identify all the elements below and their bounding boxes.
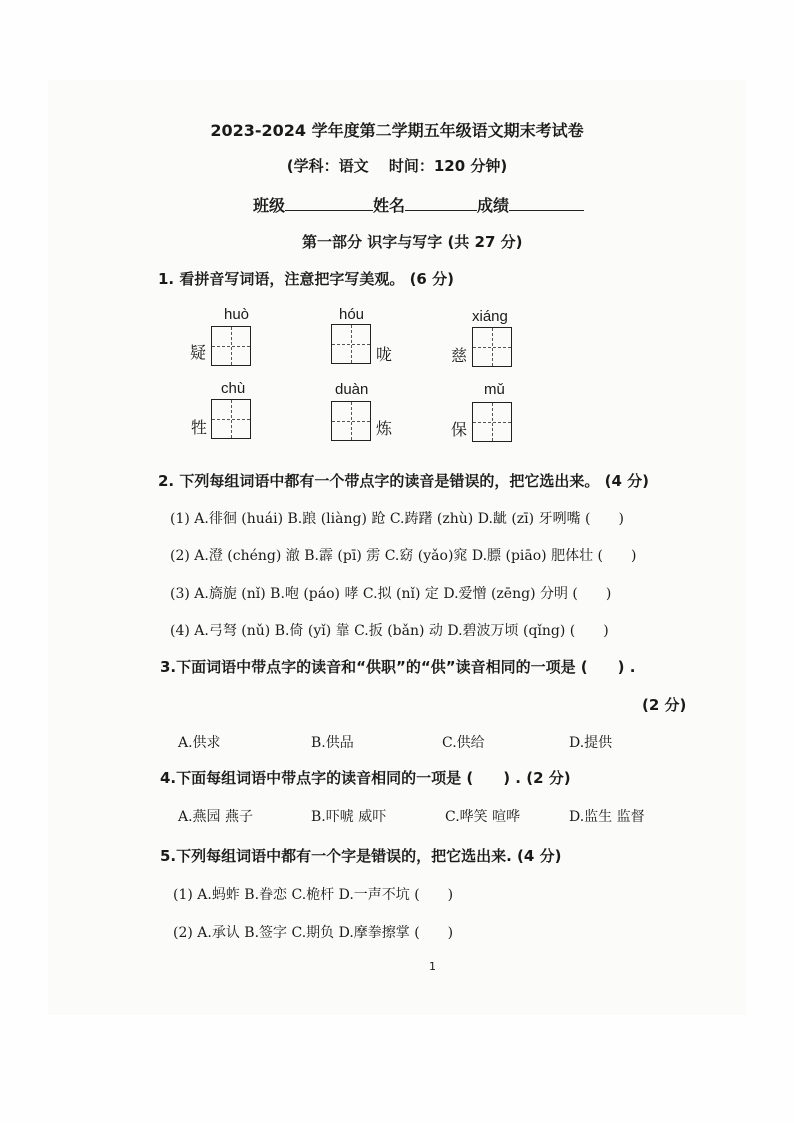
q1-write-box-6[interactable] [472, 402, 512, 442]
q1-stem: 1. 看拼音写词语，注意把字写美观。 (6 分) [158, 270, 454, 288]
class-blank[interactable] [285, 196, 373, 211]
q1-pinyin-4: chù [221, 380, 246, 397]
q1-char-5: 炼 [376, 419, 393, 438]
class-label: 班级 [253, 196, 286, 215]
q1-write-box-5[interactable] [331, 401, 371, 441]
exam-subtitle: (学科：语文 时间：120 分钟) [286, 157, 508, 175]
q1-pinyin-6: mǔ [484, 381, 505, 398]
part1-title: 第一部分 识字与写字 (共 27 分) [302, 233, 523, 251]
q1-char-1: 疑 [190, 343, 207, 362]
student-info-line [253, 193, 584, 216]
q1-char-6: 保 [451, 420, 468, 439]
q1-pinyin-3: xiáng [472, 308, 508, 325]
q1-write-box-3[interactable] [472, 327, 512, 367]
q4-option-c: C.哗笑 喧哗 [445, 809, 521, 825]
q1-char-2: 咙 [376, 345, 393, 364]
q3-score: (2 分) [642, 696, 687, 714]
q5-row-1: (1) A.蚂蚱 B.眷恋 C.桅杆 D.一声不坑 ( ) [173, 887, 454, 903]
q1-char-3: 慈 [451, 346, 468, 365]
q3-option-b: B.供品 [311, 735, 354, 751]
name-label: 姓名 [373, 196, 406, 215]
score-label: 成绩 [477, 196, 510, 215]
q2-row-3: (3) A.旖旎 (nǐ) B.咆 (páo) 哮 C.拟 (nǐ) 定 D.爱憎 (zēng) 分明 ( ) [170, 586, 612, 602]
q2-row-2: (2) A.澄 (chéng) 澈 B.霹 (pī) 雳 C.窈 (yǎo)窕 D.膘 (piāo) 肥体壮 ( ) [170, 548, 637, 564]
q4-stem: 4.下面每组词语中带点字的读音相同的一项是 ( ) . (2 分) [160, 769, 571, 787]
name-blank[interactable] [405, 196, 477, 211]
q3-option-d: D.提供 [569, 735, 613, 751]
page-number: 1 [429, 960, 436, 973]
q5-row-2: (2) A.承认 B.签字 C.期负 D.摩拳擦掌 ( ) [173, 925, 454, 941]
q4-option-d: D.监生 监督 [569, 809, 645, 825]
exam-title: 2023-2024 学年度第二学期五年级语文期末考试卷 [210, 121, 584, 140]
q1-pinyin-1: huò [224, 306, 250, 323]
q3-option-c: C.供给 [442, 735, 485, 751]
q2-row-4: (4) A.弓弩 (nǔ) B.倚 (yǐ) 靠 C.扳 (bǎn) 动 D.碧波万顷 (qǐng) ( ) [170, 623, 609, 639]
q1-char-4: 牲 [191, 418, 208, 437]
q1-write-box-2[interactable] [331, 324, 371, 364]
q1-write-box-4[interactable] [211, 399, 251, 439]
q3-stem: 3.下面词语中带点字的读音和“供职”的“供”读音相同的一项是 ( ) . [160, 658, 636, 676]
q5-stem: 5.下列每组词语中都有一个字是错误的，把它选出来. (4 分) [160, 847, 562, 865]
q4-option-a: A.燕园 燕子 [178, 809, 254, 825]
q1-write-box-1[interactable] [211, 326, 251, 366]
q1-pinyin-2: hóu [339, 306, 365, 323]
q1-pinyin-5: duàn [335, 381, 369, 398]
q2-row-1: (1) A.徘徊 (huái) B.踉 (liàng) 跄 C.踌躇 (zhù) D.龇 (zī) 牙咧嘴 ( ) [170, 511, 624, 527]
q2-stem: 2. 下列每组词语中都有一个带点字的读音是错误的，把它选出来。 (4 分) [158, 472, 649, 490]
q4-option-b: B.吓唬 威吓 [311, 809, 387, 825]
score-blank[interactable] [509, 196, 584, 211]
q3-option-a: A.供求 [178, 735, 221, 751]
